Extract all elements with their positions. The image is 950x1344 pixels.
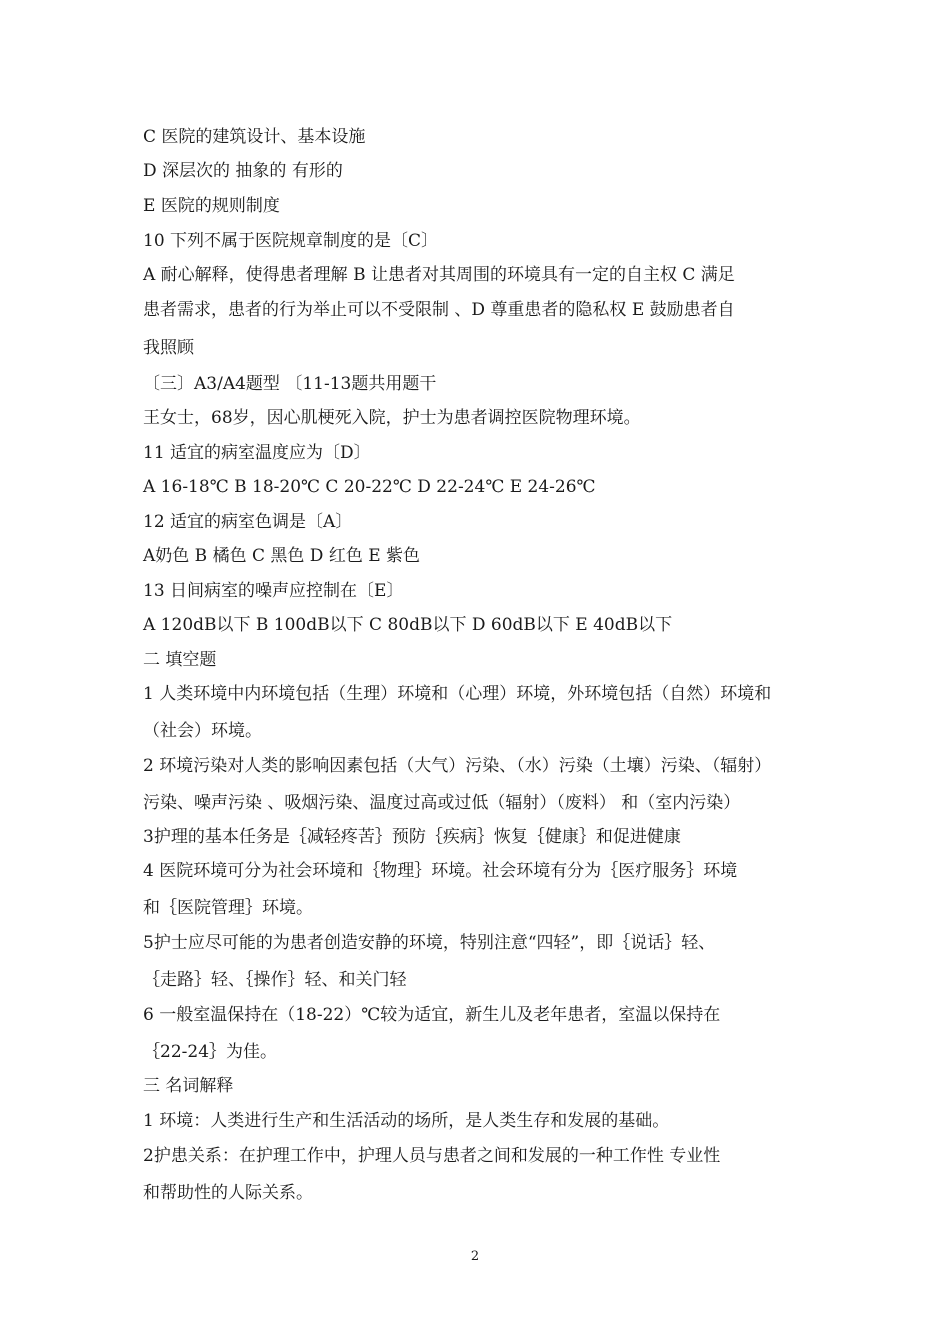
- text-line: 王女士，68岁，因心肌梗死入院，护士为患者调控医院物理环境。: [143, 408, 641, 428]
- text-line: 和｛医院管理｝环境。: [143, 898, 313, 918]
- section-heading: 二 填空题: [143, 650, 217, 670]
- text-line: 1 人类环境中内环境包括（生理）环境和（心理）环境，外环境包括（自然）环境和: [143, 684, 772, 704]
- text-line: 12 适宜的病室色调是〔A〕: [143, 512, 353, 532]
- text-line: ｛22-24｝为佳。: [143, 1042, 278, 1062]
- text-line: D 深层次的 抽象的 有形的: [143, 161, 343, 181]
- text-line: 和帮助性的人际关系。: [143, 1183, 313, 1203]
- text-line: 11 适宜的病室温度应为〔D〕: [143, 443, 371, 463]
- text-line: 10 下列不属于医院规章制度的是〔C〕: [143, 231, 439, 251]
- text-line: 1 环境：人类进行生产和生活活动的场所，是人类生存和发展的基础。: [143, 1111, 670, 1131]
- page-number: 2: [470, 1249, 480, 1264]
- text-line: 2 环境污染对人类的影响因素包括（大气）污染、（水）污染（土壤）污染、（辐射）: [143, 756, 772, 776]
- text-line: 我照顾: [143, 338, 194, 358]
- text-line: 3护理的基本任务是｛减轻疼苦｝预防｛疾病｝恢复｛健康｝和促进健康: [143, 827, 681, 847]
- text-line: A 120dB以下 B 100dB以下 C 80dB以下 D 60dB以下 E 40dB以下: [143, 615, 673, 635]
- text-line: ｛走路｝轻、｛操作｝轻、和关门轻: [143, 970, 407, 990]
- text-line: 〔三〕A3/A4题型 〔11-13题共用题干: [143, 374, 437, 394]
- text-line: A 耐心解释，使得患者理解 B 让患者对其周围的环境具有一定的自主权 C 满足: [143, 265, 735, 285]
- text-line: 污染、噪声污染 、吸烟污染、温度过高或过低（辐射）（废料） 和（室内污染）: [143, 793, 741, 813]
- text-line: 5护士应尽可能的为患者创造安静的环境，特别注意“四轻”，即｛说话｝轻、: [143, 933, 716, 953]
- text-line: E 医院的规则制度: [143, 196, 280, 216]
- text-line: 6 一般室温保持在（18-22）℃较为适宜，新生儿及老年患者，室温以保持在: [143, 1005, 721, 1025]
- section-heading: 三 名词解释: [143, 1076, 234, 1096]
- text-line: A奶色 B 橘色 C 黑色 D 红色 E 紫色: [143, 546, 421, 566]
- text-line: 2护患关系：在护理工作中，护理人员与患者之间和发展的一种工作性 专业性: [143, 1146, 721, 1166]
- text-line: C 医院的建筑设计、基本设施: [143, 127, 366, 147]
- text-line: 13 日间病室的噪声应控制在〔E〕: [143, 581, 404, 601]
- text-line: A 16-18℃ B 18-20℃ C 20-22℃ D 22-24℃ E 24-26℃: [143, 477, 596, 497]
- text-line: （社会）环境。: [143, 721, 262, 741]
- text-line: 4 医院环境可分为社会环境和｛物理｝环境。社会环境有分为｛医疗服务｝环境: [143, 861, 738, 881]
- text-line: 患者需求，患者的行为举止可以不受限制 、D 尊重患者的隐私权 E 鼓励患者自: [143, 300, 735, 320]
